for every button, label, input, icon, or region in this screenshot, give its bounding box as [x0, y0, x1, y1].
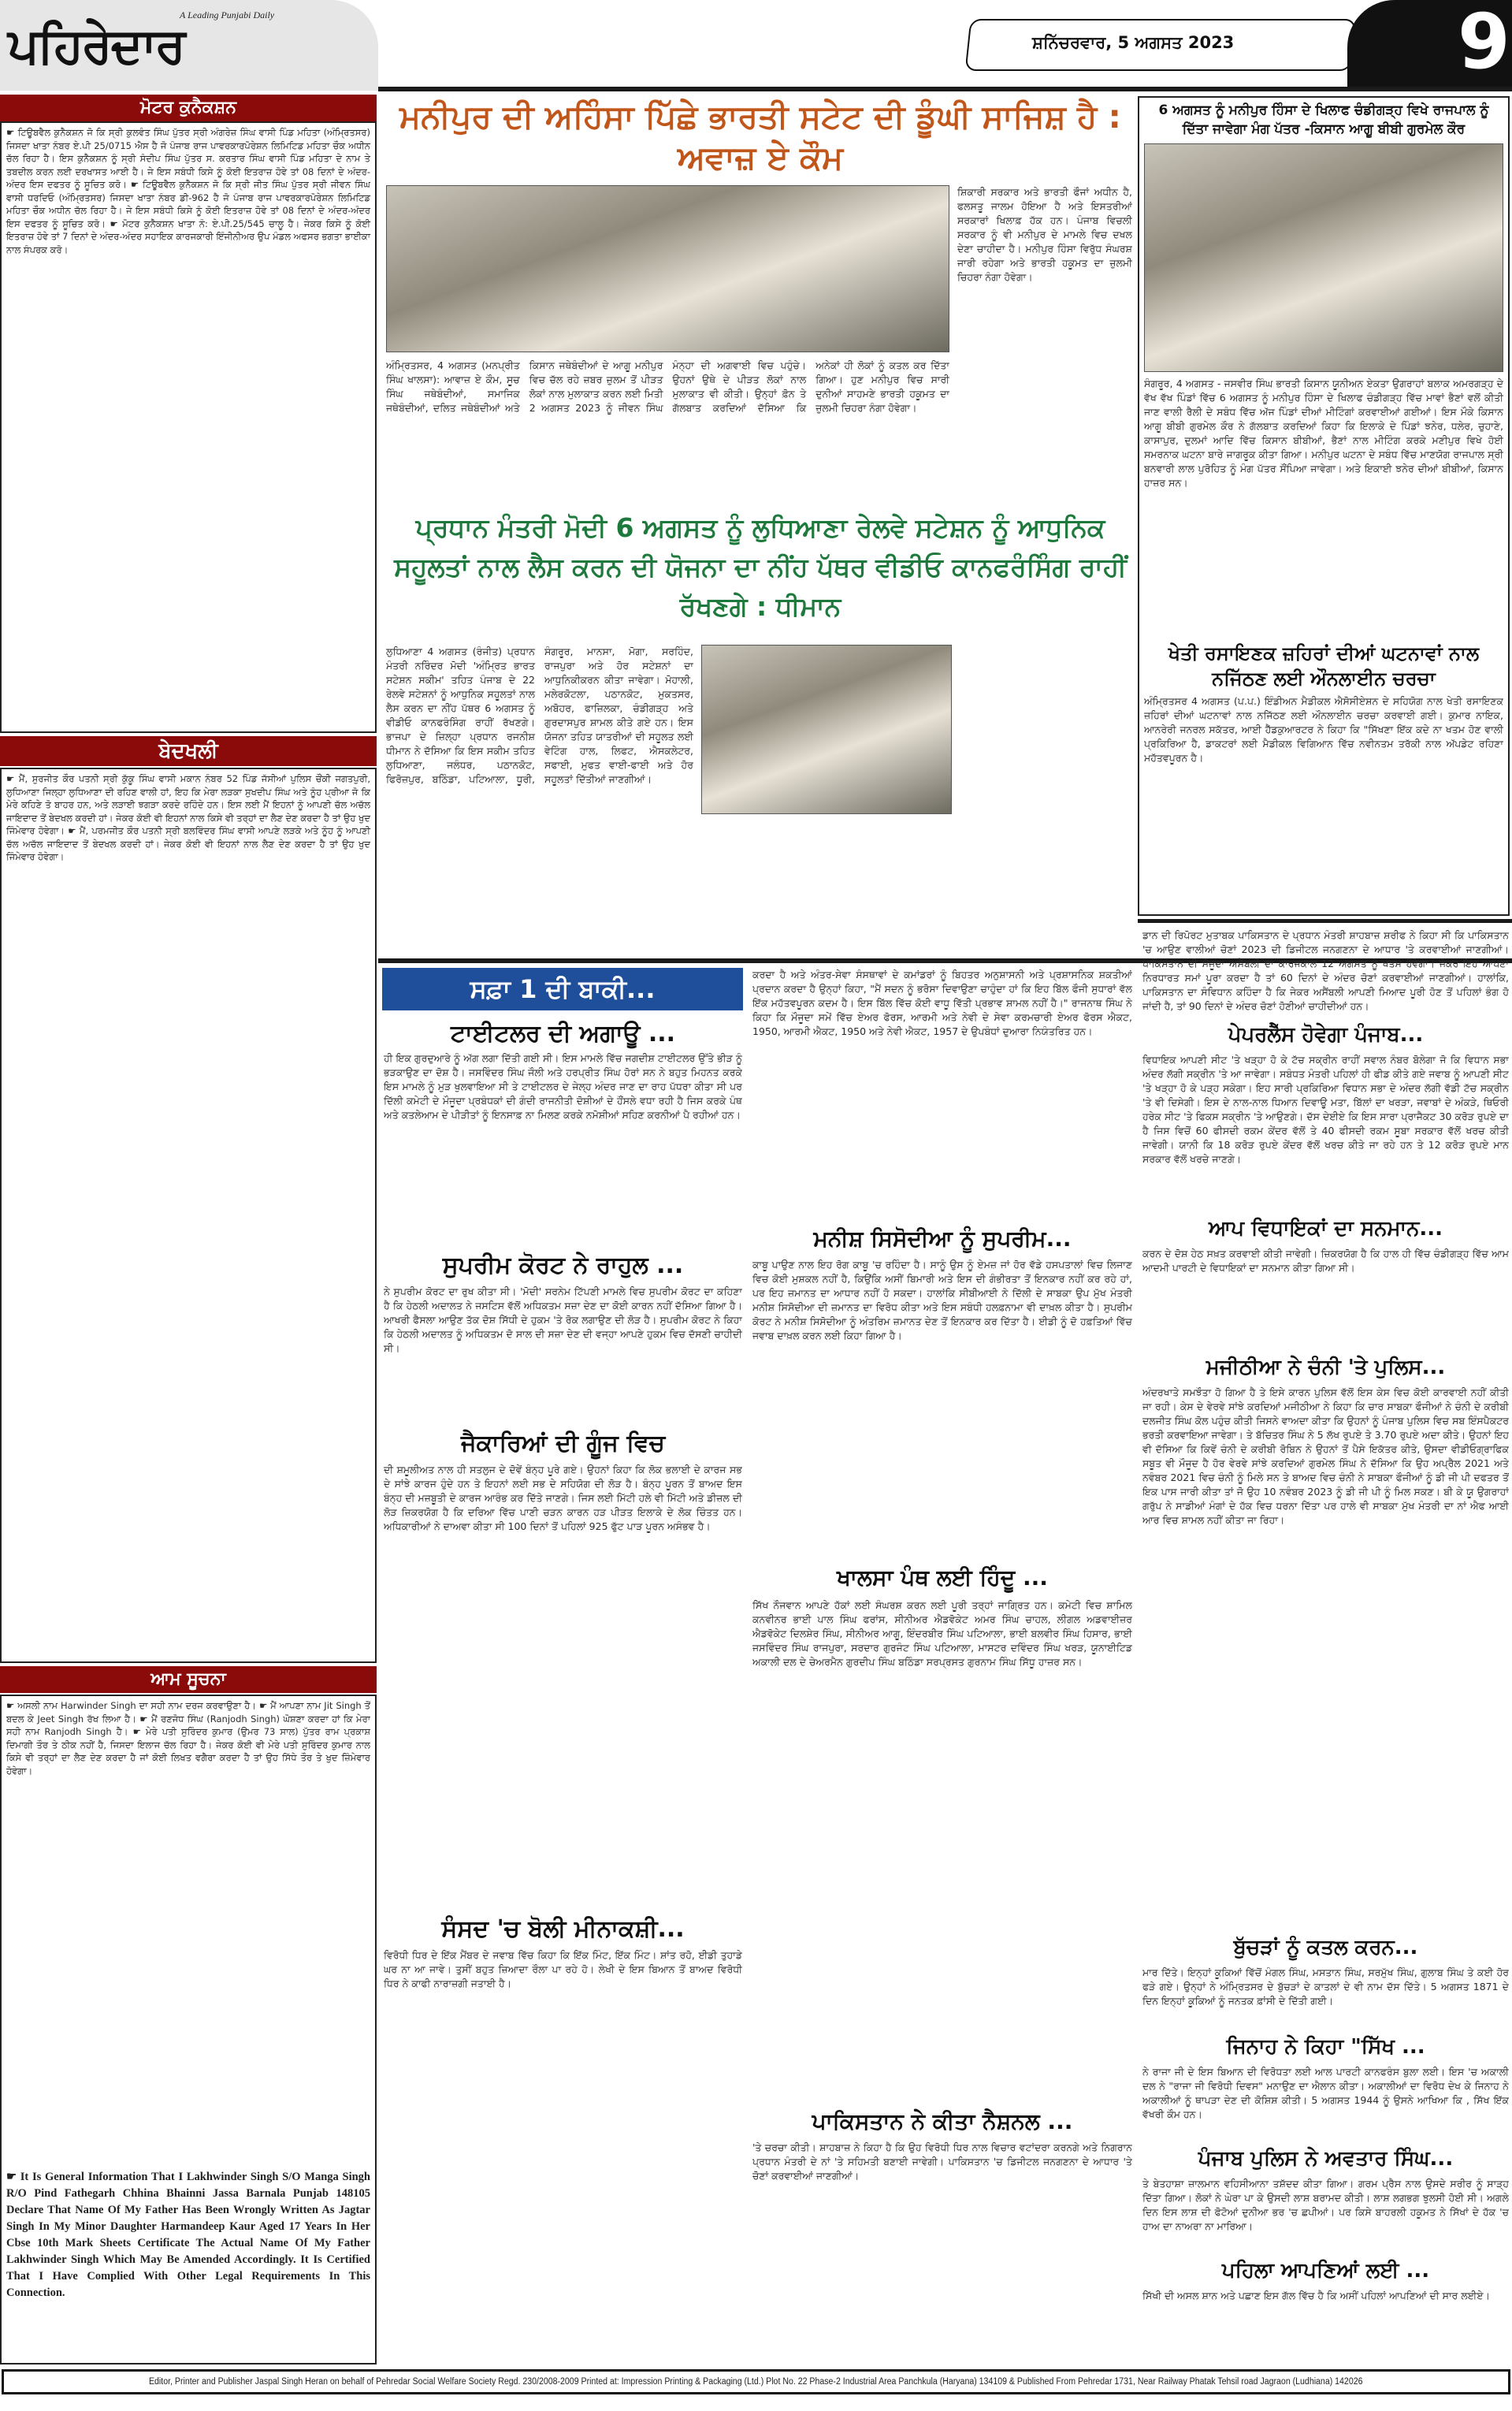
article-butchers: ਮਾਰ ਦਿੱਤੇ। ਇਨ੍ਹਾਂ ਕੂਕਿਆਂ ਵਿੱਚੋਂ ਮੰਗਲ ਸਿੰਘ, ਮਸਤਾਨ ਸਿੰਘ, ਸਰਮੁੱਖ ਸਿੰਘ, ਗੁਲਾਬ ਸਿੰਘ ਤੇ ਕਈ ਹੋਰ ਫੜੇ ਗਏ। ਉਨ੍ਹਾਂ ਨੇ ਅੰਮ੍ਰਿਤਸਰ ਦੇ ਬੁੱਚੜਾਂ ਦੇ ਕਾਤਲਾਂ ਦੇ ਵੀ ਨਾਮ ਦੱਸ ਦਿੱਤੇ। 5 ਅਗਸਤ 1871 ਦੇ ਦਿਨ ਇਨ੍ਹਾਂ ਕੂਕਿਆਂ ਨੂੰ ਜਨਤਕ ਫ਼ਾਂਸੀ ਦੇ ਦਿੱਤੀ ਗਈ।: [1142, 1966, 1509, 2007]
article-aap-mla: ਕਰਨ ਦੇ ਦੋਸ਼ ਹੇਠ ਸਖ਼ਤ ਕਰਵਾਈ ਕੀਤੀ ਜਾਵੇਗੀ। ਜ਼ਿਕਰਯੋਗ ਹੈ ਕਿ ਹਾਲ ਹੀ ਵਿੱਚ ਚੰਡੀਗੜ੍ਹ ਵਿੱਚ ਆਮ ਆਦਮੀ ਪਾਰਟੀ ਦੇ ਵਿਧਾਇਕਾਂ ਦਾ ਸਨਮਾਨ ਕੀਤਾ ਗਿਆ ਸੀ।: [1142, 1248, 1509, 1274]
tagline: A Leading Punjabi Daily: [180, 9, 275, 20]
article-jinnah: ਨੇ ਰਾਜਾ ਜੀ ਦੇ ਇਸ ਬਿਆਨ ਦੀ ਵਿਰੋਧਤਾ ਲਈ ਆਲ ਪਾਰਟੀ ਕਾਨਫਰੰਸ ਬੁਲਾ ਲਈ। ਇਸ 'ਚ ਅਕਾਲੀ ਦਲ ਨੇ "ਰਾਜਾ ਜੀ ਵਿਰੋਧੀ ਦਿਵਸ" ਮਨਾਉਣ ਦਾ ਐਲਾਨ ਕੀਤਾ। ਅਕਾਲੀਆਂ ਦਾ ਵਿਰੋਧ ਦੇਖ ਕੇ ਜਿਨਾਹ ਨੇ ਅਕਾਲੀਆਂ ਨੂੰ ਥਾਪੜਾ ਦੇਣ ਦੀ ਕੋਸ਼ਿਸ਼ ਕੀਤੀ। 5 ਅਗਸਤ 1944 ਨੂੰ ਉਸਨੇ ਆਖਿਆ ਕਿ , ਸਿੱਖ ਇੱਕ ਵੱਖਰੀ ਕੌਮ ਹਨ।: [1142, 2066, 1509, 2120]
second-headline: ਪ੍ਰਧਾਨ ਮੰਤਰੀ ਮੋਦੀ 6 ਅਗਸਤ ਨੂੰ ਲੁਧਿਆਣਾ ਰੇਲਵੇ ਸਟੇਸ਼ਨ ਨੂੰ ਆਧੁਨਿਕ ਸਹੂਲਤਾਂ ਨਾਲ ਲੈਸ ਕਰਨ ਦੀ ਯੋਜਨਾ ਦਾ ਨੀਂਹ ਪੱਥਰ ਵੀਡੀਓ ਕਾਨਫਰੰਸਿੰਗ ਰਾਹੀਂ ਰੱਖਣਗੇ : ਧੀਮਾਨ: [394, 512, 1127, 622]
headline-supreme-court-rahul: ਸੁਪਰੀਮ ਕੋਰਟ ਨੇ ਰਾਹੁਲ ...: [442, 1252, 684, 1279]
section-header-disinheritance: ਬੇਦਖਲੀ: [0, 736, 377, 766]
lead-headline: ਮਨੀਪੁਰ ਦੀ ਅਹਿੰਸਾ ਪਿੱਛੇ ਭਾਰਤੀ ਸਟੇਟ ਦੀ ਡੂੰਘੀ ਸਾਜਿਸ਼ ਹੈ : ਅਵਾਜ਼ ਏ ਕੌਮ: [399, 98, 1121, 177]
headline-butchers: ਬੁੱਚੜਾਂ ਨੂੰ ਕਤਲ ਕਰਨ...: [1233, 1936, 1418, 1959]
article-majithia: ਅੰਦਰਖਾਤੇ ਸਮਝੌਤਾ ਹੋ ਗਿਆ ਹੈ ਤੇ ਇਸੇ ਕਾਰਨ ਪੁਲਿਸ ਵੱਲੋਂ ਇਸ ਕੇਸ ਵਿਚ ਕੋਈ ਕਾਰਵਾਈ ਨਹੀਂ ਕੀਤੀ ਜਾ ਰਹੀ। ਕੇਸ ਦੇ ਵੇਰਵੇ ਸਾਂਝੇ ਕਰਦਿਆਂ ਮਜੀਠੀਆ ਨੇ ਕਿਹਾ ਕਿ ਚਾਰ ਸਾਬਕਾ ਫੌਜੀਆਂ ਨੇ ਚੰਨੀ ਦੇ ਕਰੀਬੀ ਦਲਜੀਤ ਸਿੰਘ ਕੋਲ ਪਹੁੰਚ ਕੀਤੀ ਜਿਸਨੇ ਵਾਅਦਾ ਕੀਤਾ ਕਿ ਉਹਨਾਂ ਨੂੰ ਪੰਜਾਬ ਪੁਲਿਸ ਵਿਚ ਸਬ ਇੰਸਪੈਕਟਰ ਭਰਤੀ ਕਰਵਾਇਆ ਜਾਵੇਗਾ। ਤੇ ਬੱਚਿਤਰ ਸਿੰਘ ਨੇ 5 ਲੱਖ ਰੁਪਏ ਤੇ 3.70 ਰੁਪਏ ਅਦਾ ਕੀਤੇ। ਉਹਨਾਂ ਇਹ ਵੀ ਦੱਸਿਆ ਕਿ ਕਿਵੇਂ ਚੰਨੀ ਦੇ ਕਰੀਬੀ ਰੋਬਿਨ ਨੇ ਉਹਨਾਂ ਤੋਂ ਪੈਸੇ ਇਕੱਤਰ ਕੀਤੇ, ਉਸਦਾ ਵੀਡੀਓਗ੍ਰਾਫਿਕ ਸਬੂਤ ਵੀ ਮੌਜੂਦ ਹੈ ਹੋਰ ਵੇਰਵੇ ਸਾਂਝੇ ਕਰਦਿਆਂ ਗੁਰਮੇਲ ਸਿੰਘ ਨੇ ਦੱਸਿਆ ਕਿ ਉਹ ਅਪ੍ਰੈਲ 2021 ਅਤੇ ਨਵੰਬਰ 2021 ਵਿਚ ਚੰਨੀ ਨੂੰ ਮਿਲੇ ਸਨ ਤੇ ਬਾਅਦ ਵਿਚ ਚੰਨੀ ਨੇ ਸਾਬਕਾ ਫੌਜੀਆਂ ਨੂੰ ਡੀ ਜੀ ਪੀ ਦਫਤਰ ਤੋਂ ਇਕ ਪਾਸ ਜਾਰੀ ਕੀਤਾ ਤਾਂ ਜੋ ਉਹ 10 ਨਵੰਬਰ 2023 ਨੂੰ ਡੀ ਜੀ ਪੀ ਨੂੰ ਮਿਲ ਸਕਣ। ਬੀ ਕੇ ਯੂ ਉਗਰਾਹਾਂ ਗਰੁੱਪ ਨੇ ਸਾਡੀਆਂ ਮੰਗਾਂ ਦੇ ਹੱਕ ਵਿਚ ਧਰਨਾ ਦਿੱਤਾ ਪਰ ਹਾਲੇ ਵੀ ਸਾਬਕਾ ਮੁੱਖ ਮੰਤਰੀ ਦਾ ਨਾਂ ਐਫ ਆਈ ਆਰ ਵਿਚ ਸ਼ਾਮਲ ਨਹੀਂ ਕੀਤਾ ਜਾ ਰਿਹਾ।: [1142, 1386, 1509, 1526]
notice-box-general: [0, 1695, 377, 2364]
notice-box-disinheritance: ☛ ਮੈਂ, ਸੁਰਜੀਤ ਕੌਰ ਪਤਨੀ ਸ੍ਰੀ ਕੁੱਕੂ ਸਿੰਘ ਵਾਸੀ ਮਕਾਨ ਨੰਬਰ 52 ਪਿੰਡ ਜੱਸੀਆਂ ਪੁਲਿਸ ਚੌਂਕੀ ਜਗਤਪੁਰੀ, ਲੁਧਿਆਣਾ ਜਿਲ੍ਹਾ ਲੁਧਿਆਣਾ ਦੀ ਰਹਿਣ ਵਾਲੀ ਹਾਂ, ਇਹ ਕਿ ਮੇਰਾ ਲੜਕਾ ਸੁਖਦੀਪ ਸਿੰਘ ਅਤੇ ਨੂੰਹ ਪ੍ਰੀਆ ਜੋ ਕਿ ਮੇਰੇ ਕਹਿਣੇ ਤੋ ਬਾਹਰ ਹਨ, ਅਤੇ ਲੜਾਈ ਝਗੜਾ ਕਰਦੇ ਰਹਿੰਦੇ ਹਨ। ਇਸ ਲਈ ਮੈਂ ਇਹਨਾਂ ਨੂੰ ਆਪਣੀ ਚੱਲ ਅਚੱਲ ਜਾਇਦਾਦ ਤੋਂ ਬੇਦਖਲ ਕਰਦੀ ਹਾਂ। ਜੇਕਰ ਕੋਈ ਵੀ ਇਹਨਾਂ ਨਾਲ ਕਿਸੇ ਵੀ ਤਰ੍ਹਾਂ ਦਾ ਲੈਣ ਦੇਣ ਕਰਦਾ ਹੈ ਤਾਂ ਉਹ ਖੁਦ ਜਿੰਮੇਵਾਰ ਹੋਵੇਗਾ। ☛ ਮੈਂ, ਪਰਮਜੀਤ ਕੌਰ ਪਤਨੀ ਸ੍ਰੀ ਬਲਵਿੰਦਰ ਸਿੰਘ ਵਾਸੀ ਆਪਣੇ ਲੜਕੇ ਅਤੇ ਨੂੰਹ ਨੂੰ ਆਪਣੀ ਚੱਲ ਅਚੱਲ ਜਾਇਦਾਦ ਤੋਂ ਬੇਦਖਲ ਕਰਦੀ ਹਾਂ। ਜੇਕਰ ਕੋਈ ਵੀ ਇਹਨਾਂ ਨਾਲ ਲੈਣ ਦੇਣ ਕਰਦਾ ਹੈ ਤਾਂ ਉਹ ਖੁਦ ਜਿੰਮੇਵਾਰ ਹੋਵੇਗਾ।: [0, 768, 377, 1663]
continued-banner: ਸਫ਼ਾ 1 ਦੀ ਬਾਕੀ...: [382, 968, 743, 1010]
lead-side-text: ਸ਼ਿਕਾਰੀ ਸਰਕਾਰ ਅਤੇ ਭਾਰਤੀ ਫੌਜਾਂ ਅਧੀਨ ਹੈ, ਫਲਸਤੂ ਜਾਲਮ ਹੋਇਆ ਹੈ ਅਤੇ ਇਸਤਰੀਆਂ ਸਰਕਾਰਾਂ ਖਿਲਾਫ਼ ਹੱਕ ਹਨ। ਪੰਜਾਬ ਵਿਚਲੀ ਸਰਕਾਰ ਨੂੰ ਵੀ ਮਨੀਪੁਰ ਦੇ ਮਾਮਲੇ ਵਿਚ ਦਖਲ ਦੇਣਾ ਚਾਹੀਦਾ ਹੈ। ਮਨੀਪੁਰ ਹਿੰਸਾ ਵਿਰੁੱਧ ਸੰਘਰਸ਼ ਜਾਰੀ ਰਹੇਗਾ ਅਤੇ ਭਾਰਤੀ ਹਕੂਮਤ ਦਾ ਜ਼ੁਲਮੀ ਚਿਹਰਾ ਨੰਗਾ ਹੋਵੇਗਾ।: [957, 186, 1132, 283]
headline-punjab-police: ਪੰਜਾਬ ਪੁਲਿਸ ਨੇ ਅਵਤਾਰ ਸਿੰਘ...: [1198, 2147, 1454, 2171]
headline-pehla-apneyan: ਪਹਿਲਾ ਆਪਣਿਆਂ ਲਈ ...: [1221, 2259, 1430, 2283]
second-body: ਲੁਧਿਆਣਾ 4 ਅਗਸਤ (ਰੰਜੀਤ) ਪ੍ਰਧਾਨ ਮੰਤਰੀ ਨਰਿੰਦਰ ਮੋਦੀ 'ਅੰਮ੍ਰਿਤ ਭਾਰਤ ਸਟੇਸ਼ਨ ਸਕੀਮ' ਤਹਿਤ ਪੰਜਾਬ ਦੇ 22 ਰੇਲਵੇ ਸਟੇਸ਼ਨਾਂ ਨੂੰ ਆਧੁਨਿਕ ਸਹੂਲਤਾਂ ਨਾਲ ਲੈਸ ਕਰਨ ਦਾ ਨੀਂਹ ਪੱਥਰ 6 ਅਗਸਤ ਨੂੰ ਵੀਡੀਓ ਕਾਨਫਰੰਸਿੰਗ ਰਾਹੀਂ ਰੱਖਣਗੇ। ਭਾਜਪਾ ਦੇ ਜ਼ਿਲ੍ਹਾ ਪ੍ਰਧਾਨ ਰਜਨੀਸ਼ ਧੀਮਾਨ ਨੇ ਦੱਸਿਆ ਕਿ ਇਸ ਸਕੀਮ ਤਹਿਤ ਲੁਧਿਆਣਾ, ਜਲੰਧਰ, ਪਠਾਨਕੋਟ, ਫਿਰੋਜ਼ਪੁਰ, ਬਠਿੰਡਾ, ਪਟਿਆਲਾ, ਧੂਰੀ, ਸੰਗਰੂਰ, ਮਾਨਸਾ, ਮੋਗਾ, ਸਰਹਿੰਦ, ਰਾਜਪੁਰਾ ਅਤੇ ਹੋਰ ਸਟੇਸ਼ਨਾਂ ਦਾ ਆਧੁਨਿਕੀਕਰਨ ਕੀਤਾ ਜਾਵੇਗਾ। ਮੋਹਾਲੀ, ਮਲੇਰਕੋਟਲਾ, ਪਠਾਨਕੋਟ, ਮੁਕਤਸਰ, ਅਬੋਹਰ, ਫਾਜ਼ਿਲਕਾ, ਚੰਡੀਗੜ੍ਹ ਅਤੇ ਗੁਰਦਾਸਪੁਰ ਸ਼ਾਮਲ ਕੀਤੇ ਗਏ ਹਨ। ਇਸ ਯੋਜਨਾ ਤਹਿਤ ਯਾਤਰੀਆਂ ਦੀ ਸਹੂਲਤ ਲਈ ਵੇਟਿੰਗ ਹਾਲ, ਲਿਫਟ, ਐਸਕਲੇਟਰ, ਸਫਾਈ, ਮੁਫਤ ਵਾਈ-ਫਾਈ ਅਤੇ ਹੋਰ ਸਹੂਲਤਾਂ ਦਿੱਤੀਆਂ ਜਾਣਗੀਆਂ।: [386, 646, 693, 785]
page-number: 9: [1458, 0, 1510, 86]
right-box-photo: [1144, 143, 1503, 372]
headline-tytler: ਟਾਈਟਲਰ ਦੀ ਅਗਾਊ ...: [450, 1020, 676, 1047]
right-box-body-2: ਅੰਮ੍ਰਿਤਸਰ 4 ਅਗਸਤ (ਪ.ਪ.) ਇੰਡੀਅਨ ਮੈਡੀਕਲ ਐਸੋਸੀਏਸ਼ਨ ਦੇ ਸਹਿਯੋਗ ਨਾਲ ਖੇਤੀ ਰਸਾਇਣਕ ਜ਼ਹਿਰਾਂ ਦੀਆਂ ਘਟਨਾਵਾਂ ਨਾਲ ਨਜਿੱਠਣ ਲਈ ਔਨਲਾਈਨ ਚਰਚਾ ਕਰਵਾਈ ਗਈ। ਕੁਮਾਰ ਨਾਇਕ, ਆਨਰੇਰੀ ਜਨਰਲ ਸਕੱਤਰ, ਆਈ ਹੈੱਡਕੁਆਰਟਰ ਨੇ ਕਿਹਾ ਕਿ "ਸਿੱਖਣਾ ਇੱਕ ਕਦੇ ਨਾ ਖਤਮ ਹੋਣ ਵਾਲੀ ਪ੍ਰਕਿਰਿਆ ਹੈ, ਡਾਕਟਰਾਂ ਲਈ ਮੈਡੀਕਲ ਵਿਗਿਆਨ ਵਿੱਚ ਨਵੀਨਤਮ ਤਰੱਕੀ ਨਾਲ ਅੱਪਡੇਟ ਰਹਿਣਾ ਮਹੱਤਵਪੂਰਨ ਹੈ।: [1144, 695, 1503, 764]
right-articles: [1142, 928, 1509, 2364]
article-sisodia: ਕਾਬੂ ਪਾਉਣ ਨਾਲ ਇਹ ਰੋਗ ਕਾਬੂ 'ਚ ਰਹਿੰਦਾ ਹੈ। ਸਾਨੂੰ ਉਸ ਨੂੰ ਏਮਜ਼ ਜਾਂ ਹੋਰ ਵੱਡੇ ਹਸਪਤਾਲਾਂ ਵਿਚ ਲਿਜਾਣ ਵਿਚ ਕੋਈ ਮੁਸ਼ਕਲ ਨਹੀਂ ਹੈ, ਕਿਉਂਕਿ ਅਸੀਂ ਬਿਮਾਰੀ ਅਤੇ ਇਸ ਦੀ ਗੰਭੀਰਤਾ ਤੋਂ ਇਨਕਾਰ ਨਹੀਂ ਕਰ ਰਹੇ ਹਾਂ, ਪਰ ਇਹ ਜ਼ਮਾਨਤ ਦਾ ਆਧਾਰ ਨਹੀਂ ਹੋ ਸਕਦਾ। ਹਾਲਾਂਕਿ ਸੀਬੀਆਈ ਨੇ ਦਿੱਲੀ ਦੇ ਸਾਬਕਾ ਉਪ ਮੁੱਖ ਮੰਤਰੀ ਮਨੀਸ਼ ਸਿਸੋਦੀਆ ਦੀ ਜ਼ਮਾਨਤ ਦਾ ਵਿਰੋਧ ਕੀਤਾ ਅਤੇ ਇਸ ਸਬੰਧੀ ਹਲਫ਼ਨਾਮਾ ਵੀ ਦਾਖ਼ਲ ਕੀਤਾ ਹੈ। ਸੁਪਰੀਮ ਕੋਰਟ ਨੇ ਮਨੀਸ਼ ਸਿਸੋਦੀਆ ਨੂੰ ਅੰਤਰਿਮ ਜ਼ਮਾਨਤ ਦੇਣ ਤੋਂ ਇਨਕਾਰ ਕਰ ਦਿੱਤਾ ਹੈ। ਈਡੀ ਨੂੰ ਦੋ ਹਫ਼ਤਿਆਂ ਵਿੱਚ ਜਵਾਬ ਦਾਖ਼ਲ ਕਰਨ ਲਈ ਕਿਹਾ ਗਿਆ ਹੈ।: [752, 1259, 1132, 1341]
headline-jinnah: ਜਿਨਾਹ ਨੇ ਕਿਹਾ "ਸਿੱਖ ...: [1226, 2035, 1425, 2059]
imprint-text: Editor, Printer and Publisher Jaspal Singh Heran on behalf of Pehredar Social Welfare Society Regd. 230/2008-2009 Printed at: Impression Printing & Packaging (Ltd.) Plot No. 22 Phase-2 Industrial Area Panchkula (Haryana) 134109 & Published From Pehredar 1731, Near Railway Phatak Tehsil road Jagraon (Ludhiana) 142026: [149, 2377, 1363, 2387]
right-box-headline-2: ਖੇਤੀ ਰਸਾਇਣਕ ਜ਼ਹਿਰਾਂ ਦੀਆਂ ਘਟਨਾਵਾਂ ਨਾਲ ਨਜਿੱਠਣ ਲਈ ਔਨਲਾਈਨ ਚਰਚਾ: [1168, 642, 1480, 690]
article-punjab-police: ਤੇ ਬੇਤਹਾਸ਼ਾ ਜ਼ਾਲਮਾਨ ਵਹਿਸੀਆਨਾ ਤਸ਼ੱਦਦ ਕੀਤਾ ਗਿਆ। ਗਰਮ ਪ੍ਰੈਸ ਨਾਲ ਉਸਦੇ ਸਰੀਰ ਨੂੰ ਸਾੜ੍ਹ ਦਿੱਤਾ ਗਿਆ। ਲੋਕਾਂ ਨੇ ਘੇਰਾ ਪਾ ਕੇ ਉਸਦੀ ਲਾਸ਼ ਬਰਾਮਦ ਕੀਤੀ। ਲਾਸ਼ ਲਗਭਗ ਝੁਲਸੀ ਹੋਈ ਸੀ। ਅਗਲੇ ਦਿਨ ਇਸ ਲਾਸ਼ ਦੀ ਫੋਟੋਆਂ ਦੁਨੀਆ ਭਰ 'ਚ ਛਪੀਆਂ। ਪਰ ਕਿਸੇ ਬਾਹਰਲੀ ਹਕੂਮਤ ਨੇ ਸਿੱਖਾਂ ਦੇ ਹੱਕ 'ਚ ਹਾਅ ਦਾ ਨਾਅਰਾ ਨਾ ਮਾਰਿਆ।: [1142, 2178, 1509, 2232]
article-pakistan-elections: ਡਾਨ ਦੀ ਰਿਪੋਰਟ ਮੁਤਾਬਕ ਪਾਕਿਸਤਾਨ ਦੇ ਪ੍ਰਧਾਨ ਮੰਤਰੀ ਸ਼ਾਹਬਾਜ਼ ਸ਼ਰੀਫ ਨੇ ਕਿਹਾ ਸੀ ਕਿ ਪਾਕਿਸਤਾਨ 'ਚ ਆਉਣ ਵਾਲੀਆਂ ਚੋਣਾਂ 2023 ਦੀ ਡਿਜੀਟਲ ਜਨਗਣਨਾ ਦੇ ਆਧਾਰ 'ਤੇ ਕਰਵਾਈਆਂ ਜਾਣਗੀਆਂ। ਪਾਕਿਸਤਾਨ ਦੀ ਮੌਜੂਦਾ ਅਸੈਂਬਲੀ ਦਾ ਕਾਰਜਕਾਲ 12 ਅਗਸਤ ਨੂੰ ਖਤਮ ਹੋਵੇਗਾ। ਜੇਕਰ ਇਹ ਆਪਣਾ ਨਿਰਧਾਰਤ ਸਮਾਂ ਪੂਰਾ ਕਰਦਾ ਹੈ ਤਾਂ 60 ਦਿਨਾਂ ਦੇ ਅੰਦਰ ਚੋਣਾਂ ਕਰਵਾਈਆਂ ਜਾਣਗੀਆਂ। ਹਾਲਾਂਕਿ, ਪਾਕਿਸਤਾਨ ਦਾ ਸੰਵਿਧਾਨ ਕਹਿੰਦਾ ਹੈ ਕਿ ਜੇਕਰ ਅਸੈਂਬਲੀ ਆਪਣੀ ਮਿਆਦ ਪੂਰੀ ਹੋਣ ਤੋਂ ਪਹਿਲਾਂ ਭੰਗ ਹੋ ਜਾਂਦੀ ਹੈ, ਤਾਂ 90 ਦਿਨਾਂ ਦੇ ਅੰਦਰ ਚੋਣਾਂ ਹੋਣੀਆਂ ਚਾਹੀਦੀਆਂ ਹਨ।: [1142, 929, 1509, 1012]
headline-meenakshi: ਸੰਸਦ 'ਚ ਬੋਲੀ ਮੀਨਾਕਸ਼ੀ...: [441, 1915, 685, 1943]
lead-photo: [386, 185, 949, 352]
english-notice: ☛ It Is General Information That I Lakhwinder Singh S/O Manga Singh R/O Pind Fathegarh Chhina Bhainni Jassa Barnala Punjab 148105 Declare That Name Of My Father Has Been Wrongly Written As Jagtar Singh In My Minor Daughter Harmandeep Kaur Aged 17 Years In Her Cbse 10th Mark Sheets Certificate The Actual Name Of My Father Lakhwinder Singh Which May Be Amended Accordingly. It Is Certified That I Have Complied With Other Legal Requirements In This Connection.: [6, 2171, 370, 2299]
headline-sisodia: ਮਨੀਸ਼ ਸਿਸੋਦੀਆ ਨੂੰ ਸੁਪਰੀਮ...: [813, 1226, 1072, 1252]
masthead: [0, 0, 1512, 93]
lead-body: ਅੰਮ੍ਰਿਤਸਰ, 4 ਅਗਸਤ (ਮਨਪ੍ਰੀਤ ਸਿੰਘ ਖਾਲਸਾ): ਆਵਾਜ਼ ਏ ਕੌਮ, ਸੂਚ ਸਿੰਘ ਜਥੇਬੰਦੀਆਂ, ਸਮਾਜਿਕ ਜਥੇਬੰਦੀਆਂ, ਦਲਿਤ ਜਥੇਬੰਦੀਆਂ ਅਤੇ ਕਿਸਾਨ ਜਥੇਬੰਦੀਆਂ ਦੇ ਆਗੂ ਮਨੀਪੁਰ ਵਿਚ ਚੱਲ ਰਹੇ ਜ਼ਬਰ ਜ਼ੁਲਮ ਤੋਂ ਪੀੜਤ ਲੋਕਾਂ ਨਾਲ ਮੁਲਾਕਾਤ ਕਰਨ ਲਈ ਮਿਤੀ 2 ਅਗਸਤ 2023 ਨੂੰ ਜੀਵਨ ਸਿੰਘ ਮੰਨ੍ਹਾ ਦੀ ਅਗਵਾਈ ਵਿਚ ਪਹੁੰਚੇ। ਉਹਨਾਂ ਉਥੇ ਦੇ ਪੀੜਤ ਲੋਕਾਂ ਨਾਲ ਮੁਲਾਕਾਤ ਵੀ ਕੀਤੀ। ਉਨ੍ਹਾਂ ਫ਼ੋਨ ਤੇ ਗੱਲਬਾਤ ਕਰਦਿਆਂ ਦੱਸਿਆ ਕਿ ਅਨੇਕਾਂ ਹੀ ਲੋਕਾਂ ਨੂੰ ਕਤਲ ਕਰ ਦਿੱਤਾ ਗਿਆ। ਹੁਣ ਮਨੀਪੁਰ ਵਿਚ ਸਾਰੀ ਦੁਨੀਆਂ ਸਾਹਮਣੇ ਭਾਰਤੀ ਹਕੂਮਤ ਦਾ ਜ਼ੁਲਮੀ ਚਿਹਰਾ ਨੰਗਾ ਹੋਵੇਗਾ।: [386, 359, 949, 414]
article-jaikare: ਦੀ ਸ਼ਮੂਲੀਅਤ ਨਾਲ ਹੀ ਸਤਲੁਜ ਦੇ ਦੋਵੇਂ ਬੰਨ੍ਹ ਪੂਰੇ ਗਏ। ਉਹਨਾਂ ਕਿਹਾ ਕਿ ਲੋਕ ਭਲਾਈ ਦੇ ਕਾਰਜ ਸਭ ਦੇ ਸਾਂਝੇ ਕਾਰਜ ਹੁੰਦੇ ਹਨ ਤੇ ਇਹਨਾਂ ਲਈ ਸਭ ਦੇ ਸਹਿਯੋਗ ਦੀ ਲੋੜ ਹੈ। ਬੰਨ੍ਹ ਪੂਰਨ ਤੋਂ ਬਾਅਦ ਇਸ ਬੰਨ੍ਹ ਦੀ ਮਜ਼ਬੂਤੀ ਦੇ ਕਾਰਜ ਆਰੰਭ ਕਰ ਦਿੱਤੇ ਜਾਣਗੇ। ਜਿਸ ਲਈ ਮਿੱਟੀ ਹਲੇ ਵੀ ਮਿੱਟੀ ਅਤੇ ਡੀਜ਼ਲ ਦੀ ਲੋੜ ਜ਼ਿਕਰਯੋਗ ਹੈ ਕਿ ਦਰਿਆ ਵਿੱਚ ਪਾਣੀ ਚੜਨ ਕਾਰਨ ਹੜ ਪੀੜਤ ਇਲਾਕੇ ਦੇ ਲੋਕ ਚਿੰਤਤ ਹਨ। ਅਧਿਕਾਰੀਆਂ ਨੇ ਦਾਅਵਾ ਕੀਤਾ ਸੀ 100 ਦਿਨਾਂ ਤੋਂ ਪਹਿਲਾਂ 925 ਫੁੱਟ ਪਾੜ ਪੂਰਨ ਅਸੰਭਵ ਹੈ।: [384, 1464, 742, 1532]
article-military-bill: ਕਰਦਾ ਹੈ ਅਤੇ ਅੰਤਰ-ਸੇਵਾ ਸੰਸਥਾਵਾਂ ਦੇ ਕਮਾਂਡਰਾਂ ਨੂੰ ਬਿਹਤਰ ਅਨੁਸ਼ਾਸਨੀ ਅਤੇ ਪ੍ਰਸ਼ਾਸਨਿਕ ਸ਼ਕਤੀਆਂ ਪ੍ਰਦਾਨ ਕਰਦਾ ਹੈ ਉਨ੍ਹਾਂ ਕਿਹਾ, "ਮੈਂ ਸਦਨ ਨੂੰ ਭਰੋਸਾ ਦਿਵਾਉਣਾ ਚਾਹੁੰਦਾ ਹਾਂ ਕਿ ਇਹ ਬਿੱਲ ਫੌਜੀ ਸੁਧਾਰਾਂ ਵੱਲ ਇੱਕ ਮਹੱਤਵਪੂਰਨ ਕਦਮ ਹੈ। ਇਸ ਬਿੱਲ ਵਿੱਚ ਕੋਈ ਵਾਧੂ ਵਿੱਤੀ ਪ੍ਰਭਾਵ ਸ਼ਾਮਲ ਨਹੀਂ ਹੈ।" ਰਾਜਨਾਥ ਸਿੰਘ ਨੇ ਕਿਹਾ ਕਿ ਮੌਜੂਦਾ ਸਮੇਂ ਵਿੱਚ ਏਅਰ ਫੋਰਸ, ਆਰਮੀ ਅਤੇ ਨੇਵੀ ਦੇ ਸੇਵਾ ਕਰਮਚਾਰੀ ਏਅਰ ਫੋਰਸ ਐਕਟ, 1950, ਆਰਮੀ ਐਕਟ, 1950 ਅਤੇ ਨੇਵੀ ਐਕਟ, 1957 ਦੇ ਉਪਬੰਧਾਂ ਦੁਆਰਾ ਨਿਯੰਤਰਿਤ ਹਨ।: [752, 969, 1132, 1037]
right-feature-box: [1138, 96, 1510, 916]
article-supreme-court-rahul: ਨੇ ਸੁਪਰੀਮ ਕੋਰਟ ਦਾ ਰੁਖ ਕੀਤਾ ਸੀ। 'ਮੋਦੀ' ਸਰਨੇਮ ਟਿੱਪਣੀ ਮਾਮਲੇ ਵਿਚ ਸੁਪਰੀਮ ਕੋਰਟ ਦਾ ਕਹਿਣਾ ਹੈ ਕਿ ਹੇਠਲੀ ਅਦਾਲਤ ਨੇ ਜਸਟਿਸ ਵੱਲੋਂ ਅਧਿਕਤਮ ਸਜ਼ਾ ਦੇਣ ਦਾ ਕੋਈ ਕਾਰਨ ਨਹੀਂ ਦੱਸਿਆ ਗਿਆ ਹੈ। ਆਖਰੀ ਫੈਸਲਾ ਆਉਣ ਤੱਕ ਦੋਸ਼ ਸਿੱਧੀ ਦੇ ਹੁਕਮ 'ਤੇ ਰੋਕ ਲਗਾਉਣ ਦੀ ਲੋੜ ਹੈ। ਸੁਪਰੀਮ ਕੋਰਟ ਨੇ ਕਿਹਾ ਕਿ ਹੇਠਲੀ ਅਦਾਲਤ ਨੂੰ ਅਧਿਕਤਮ ਦੋ ਸਾਲ ਦੀ ਸਜ਼ਾ ਦੇਣ ਦੀ ਵਜ੍ਹਾ ਆਪਣੇ ਹੁਕਮ ਵਿਚ ਦੱਸਣੀ ਚਾਹੀਦੀ ਸੀ।: [384, 1285, 742, 1354]
middle-left-articles: [384, 1017, 742, 2364]
article-paperless: ਵਿਧਾਇਕ ਆਪਣੀ ਸੀਟ 'ਤੇ ਖੜ੍ਹਾ ਹੋ ਕੇ ਟੱਚ ਸਕ੍ਰੀਨ ਰਾਹੀਂ ਸਵਾਲ ਨੰਬਰ ਬੋਲੇਗਾ ਜੋ ਕਿ ਵਿਧਾਨ ਸਭਾ ਅੰਦਰ ਲੱਗੀ ਸਕ੍ਰੀਨ 'ਤੇ ਆ ਜਾਵੇਗਾ। ਸਬੰਧਤ ਮੰਤਰੀ ਪਹਿਲਾਂ ਹੀ ਫੀਡ ਕੀਤੇ ਗਏ ਜਵਾਬ ਨੂੰ ਆਪਣੀ ਸੀਟ 'ਤੇ ਖੜ੍ਹਾ ਹੋ ਕੇ ਪੜ੍ਹ ਸਕੇਗਾ। ਇਹ ਸਾਰੀ ਪ੍ਰਕਿਰਿਆ ਵਿਧਾਨ ਸਭਾ ਦੇ ਅੰਦਰ ਲੱਗੀ ਵੱਡੀ ਟੱਚ ਸਕ੍ਰੀਨ 'ਤੇ ਵੀ ਦਿਸੇਗੀ। ਇਸ ਦੇ ਨਾਲ-ਨਾਲ ਧਿਆਨ ਦਿਵਾਊ ਮਤਾ, ਬਿੱਲਾਂ ਦਾ ਖਰੜਾ, ਜਵਾਬਾਂ ਦੇ ਅੰਕੜੇ, ਥਿਓਰੀ ਹਰੇਕ ਸੀਟ 'ਤੇ ਫਿਕਸ ਸਕ੍ਰੀਨ 'ਤੇ ਆਉਣਗੇ। ਦੱਸ ਦੇਈਏ ਕਿ ਇਸ ਸਾਰਾ ਪ੍ਰਾਜੈਕਟ 30 ਕਰੋੜ ਰੁਪਏ ਦਾ ਹੈ ਜਿਸ ਵਿਚੋਂ 60 ਫੀਸਦੀ ਰਕਮ ਕੇਂਦਰ ਵੱਲੋਂ ਤੇ 40 ਫੀਸਦੀ ਰਕਮ ਸੂਬਾ ਸਰਕਾਰ ਵੱਲੋਂ ਖਰਚ ਕੀਤੀ ਜਾਵੇਗੀ। ਯਾਨੀ ਕਿ 18 ਕਰੋੜ ਰੁਪਏ ਕੇਂਦਰ ਵੱਲੋਂ ਖਰਚ ਕੀਤੇ ਜਾ ਰਹੇ ਹਨ ਤੇ 12 ਕਰੋੜ ਰੁਪਏ ਮਾਨ ਸਰਕਾਰ ਵੱਲੋਂ ਖਰਚੇ ਜਾਣਗੇ।: [1142, 1054, 1509, 1165]
general-notice-text: ☛ ਅਸਲੀ ਨਾਮ Harwinder Singh ਦਾ ਸਹੀ ਨਾਮ ਦਰਜ ਕਰਵਾਉਣਾ ਹੈ। ☛ ਮੈਂ ਆਪਣਾ ਨਾਮ Jit Singh ਤੋਂ ਬਦਲ ਕੇ Jeet Singh ਰੱਖ ਲਿਆ ਹੈ। ☛ ਮੈਂ ਰਣਜੋਧ ਸਿੰਘ (Ranjodh Singh) ਘੋਸ਼ਣਾ ਕਰਦਾ ਹਾਂ ਕਿ ਮੇਰਾ ਸਹੀ ਨਾਮ Ranjodh Singh ਹੈ। ☛ ਮੇਰੇ ਪਤੀ ਸੁਰਿੰਦਰ ਕੁਮਾਰ (ਉਮਰ 73 ਸਾਲ) ਪੁੱਤਰ ਰਾਮ ਪ੍ਰਕਾਸ਼ ਦਿਮਾਗੀ ਤੌਰ ਤੇ ਠੀਕ ਨਹੀਂ ਹੈ, ਜਿਸਦਾ ਇਲਾਜ ਚੱਲ ਰਿਹਾ ਹੈ। ਜੇਕਰ ਕੋਈ ਵੀ ਮੇਰੇ ਪਤੀ ਸੁਰਿੰਦਰ ਕੁਮਾਰ ਨਾਲ ਕਿਸੇ ਵੀ ਤਰ੍ਹਾਂ ਦਾ ਲੈਣ ਦੇਣ ਕਰਦਾ ਹੈ ਜਾਂ ਕੋਈ ਲਿਖਤ ਵਗੈਰਾ ਕਰਦਾ ਹੈ ਤਾਂ ਉਹ ਸਿੱਧੇ ਤੌਰ ਤੇ ਖੁਦ ਜ਼ਿੰਮੇਵਾਰ ਹੋਵੇਗਾ।: [6, 1700, 370, 1777]
second-body-continued: [957, 645, 1132, 954]
right-box-headline: 6 ਅਗਸਤ ਨੂੰ ਮਨੀਪੁਰ ਹਿੰਸਾ ਦੇ ਖਿਲਾਫ ਚੰਡੀਗੜ੍ਹ ਵਿਖੇ ਰਾਜਪਾਲ ਨੂੰ ਦਿੱਤਾ ਜਾਵੇਗਾ ਮੰਗ ਪੱਤਰ -ਕਿਸਾਨ ਆਗੂ ਬੀਬੀ ਗੁਰਮੇਲ ਕੌਰ: [1158, 102, 1489, 137]
headline-paperless: ਪੇਪਰਲੈੱਸ ਹੋਵੇਗਾ ਪੰਜਾਬ...: [1228, 1023, 1424, 1047]
second-photo: [701, 645, 952, 814]
headline-khalsa-panth: ਖਾਲਸਾ ਪੰਥ ਲਈ ਹਿੰਦੂ ...: [837, 1565, 1048, 1591]
headline-pakistan-national: ਪਾਕਿਸਤਾਨ ਨੇ ਕੀਤਾ ਨੈਸ਼ਨਲ ...: [812, 2108, 1073, 2134]
date: ਸ਼ਨਿੱਚਰਵਾਰ, 5 ਅਗਸਤ 2023: [1032, 33, 1235, 52]
right-box-body: ਸੰਗਰੂਰ, 4 ਅਗਸਤ - ਜਸਵੀਰ ਸਿੰਘ ਭਾਰਤੀ ਕਿਸਾਨ ਯੂਨੀਅਨ ਏਕਤਾ ਉਗਰਾਹਾਂ ਬਲਾਕ ਅਮਰਗੜ੍ਹ ਦੇ ਵੱਖ ਵੱਖ ਪਿੰਡਾਂ ਵਿੱਚ 6 ਅਗਸਤ ਨੂੰ ਮਨੀਪੁਰ ਹਿੰਸਾ ਦੇ ਖਿਲਾਫ ਚੰਡੀਗੜ੍ਹ ਵਿੱਚ ਮਾਵਾਂ ਭੈਣਾਂ ਵਲੋਂ ਕੀਤੀ ਜਾਣ ਵਾਲੀ ਰੈਲੀ ਦੇ ਸਬੰਧ ਵਿੱਚ ਅੱਜ ਪਿੰਡਾਂ ਦੀਆਂ ਮੀਟਿੰਗਾਂ ਕਰਵਾਈਆਂ ਗਈਆਂ। ਇਸ ਮੌਕੇ ਕਿਸਾਨ ਆਗੂ ਬੀਬੀ ਗੁਰਮੇਲ ਕੌਰ ਨੇ ਗੱਲਬਾਤ ਕਰਦਿਆਂ ਕਿਹਾ ਕਿ ਇਲਾਕੇ ਦੇ ਪਿੰਡਾਂ ਝਨੇਰ, ਧਲੇਰ, ਚੁਹਾਣੇ, ਕਾਸਾਪੁਰ, ਦੁਲਮਾਂ ਆਦਿ ਵਿੱਚ ਕਿਸਾਨ ਬੀਬੀਆਂ, ਭੈਣਾਂ ਨਾਲ ਮੀਟਿੰਗ ਕਰਕੇ ਮਣੀਪੁਰ ਵਿਖੇ ਹੋਈ ਸਮਰਨਾਕ ਘਟਨਾ ਬਾਰੇ ਜਾਗਰੂਕ ਕੀਤਾ ਗਿਆ। ਮਨੀਪੁਰ ਘਟਨਾ ਦੇ ਸਬੰਧ ਵਿੱਚ ਮਾਣਯੋਗ ਰਾਜਪਾਲ ਸ੍ਰੀ ਬਨਵਾਰੀ ਲਾਲ ਪੁਰੋਹਿਤ ਨੂੰ ਮੰਗ ਪੱਤਰ ਸੌਂਪਿਆ ਜਾਵੇਗਾ। ਅਤੇ ਇਕਾਈ ਝਨੇਰ ਦੀਆਂ ਬੀਬੀਆਂ, ਕਿਸਾਨ ਹਾਜ਼ਰ ਸਨ।: [1144, 378, 1503, 489]
middle-right-articles: [752, 968, 1132, 2364]
section-header-general-notice: ਆਮ ਸੂਚਨਾ: [0, 1666, 377, 1693]
masthead-rule: [378, 87, 1512, 91]
right-rule: [1138, 919, 1512, 923]
headline-aap-mla: ਆਪ ਵਿਧਾਇਕਾਂ ਦਾ ਸਨਮਾਨ...: [1208, 1217, 1443, 1241]
article-meenakshi: ਵਿਰੋਧੀ ਧਿਰ ਦੇ ਇੱਕ ਮੈਂਬਰ ਦੇ ਜਵਾਬ ਵਿੱਚ ਕਿਹਾ ਕਿ ਇੱਕ ਮਿੰਟ, ਇੱਕ ਮਿੰਟ। ਸ਼ਾਂਤ ਰਹੋ, ਈਡੀ ਤੁਹਾਡੇ ਘਰ ਨਾ ਆ ਜਾਵੇ। ਤੁਸੀਂ ਬਹੁਤ ਜ਼ਿਆਦਾ ਰੌਲਾ ਪਾ ਰਹੇ ਹੋ। ਲੇਖੀ ਦੇ ਇਸ ਬਿਆਨ ਤੋਂ ਬਾਅਦ ਵਿਰੋਧੀ ਧਿਰ ਨੇ ਕਾਫੀ ਨਾਰਾਜ਼ਗੀ ਜਤਾਈ ਹੈ।: [384, 1949, 742, 1989]
article-khalsa-panth: ਸਿੱਖ ਨੌਜਵਾਨ ਆਪਣੇ ਹੱਕਾਂ ਲਈ ਸੰਘਰਸ਼ ਕਰਨ ਲਈ ਪੂਰੀ ਤਰ੍ਹਾਂ ਜਾਗ੍ਰਿਤ ਹਨ। ਕਮੇਟੀ ਵਿਚ ਸ਼ਾਮਿਲ ਕਨਵੀਨਰ ਭਾਈ ਪਾਲ ਸਿੰਘ ਫਰਾਂਸ, ਸੀਨੀਅਰ ਐਡਵੋਕੇਟ ਅਮਰ ਸਿੰਘ ਚਾਹਲ, ਲੀਗਲ ਅਡਵਾਈਜ਼ਰ ਐਡਵੋਕੇਟ ਦਿਲਸ਼ੇਰ ਸਿੰਘ, ਸੀਨੀਅਰ ਆਗੂ, ਇੰਦਰਬੀਰ ਸਿੰਘ ਪਟਿਆਲਾ, ਭਾਈ ਬਲਵੀਰ ਸਿੰਘ ਹਿਸਾਰ, ਭਾਈ ਜਸਵਿੰਦਰ ਸਿੰਘ ਰਾਜਪੁਰਾ, ਸਰਦਾਰ ਗੁਰਜੰਟ ਸਿੰਘ ਪਟਿਆਲਾ, ਮਾਸਟਰ ਦਵਿੰਦਰ ਸਿੰਘ ਖਰੜ, ਯੂਨਾਈਟਿਡ ਅਕਾਲੀ ਦਲ ਦੇ ਚੇਅਰਮੈਨ ਗੁਰਦੀਪ ਸਿੰਘ ਬਠਿੰਡਾ ਸਰਪ੍ਰਸਤ ਗੁਰਨਾਮ ਸਿੰਘ ਸਿੱਧੂ ਹਾਜ਼ਰ ਸਨ।: [752, 1599, 1132, 1668]
logo: ਪਹਿਰੇਦਾਰ: [8, 17, 184, 74]
footer-imprint: [2, 2369, 1510, 2394]
section-header-motor-connection: ਮੋਟਰ ਕੁਨੈਕਸ਼ਨ: [0, 95, 377, 121]
article-pehla-apneyan: ਸਿੱਖੀ ਦੀ ਅਸਲ ਸ਼ਾਨ ਅਤੇ ਪਛਾਣ ਇਸ ਗੱਲ ਵਿੱਚ ਹੈ ਕਿ ਅਸੀਂ ਪਹਿਲਾਂ ਆਪਣਿਆਂ ਦੀ ਸਾਰ ਲਈਏ।: [1142, 2290, 1490, 2301]
notice-box-motor-connection: ☛ ਟਿਊਬਵੈਲ ਕੁਨੈਕਸ਼ਨ ਜੋ ਕਿ ਸ੍ਰੀ ਕੁਲਵੰਤ ਸਿੰਘ ਪੁੱਤਰ ਸ੍ਰੀ ਅੰਗਰੇਜ਼ ਸਿੰਘ ਵਾਸੀ ਪਿੰਡ ਮਹਿਤਾ (ਅੰਮ੍ਰਿਤਸਰ) ਜਿਸਦਾ ਖਾਤਾ ਨੰਬਰ ਏ.ਪੀ 25/0715 ਐਸ ਹੈ ਜੋ ਪੰਜਾਬ ਰਾਜ ਪਾਵਰਕਾਰਪੋਰੇਸ਼ਨ ਲਿਮਿਟਿਡ ਮਹਿਤਾ ਚੌਕ ਅਧੀਨ ਚੱਲ ਰਿਹਾ ਹੈ। ਇਸ ਕੁਨੈਕਸ਼ਨ ਨੂੰ ਸ੍ਰੀ ਸੰਦੀਪ ਸਿੰਘ ਪੁੱਤਰ ਸ. ਕਰਤਾਰ ਸਿੰਘ ਵਾਸੀ ਪਿੰਡ ਮਹਿਤਾ ਦੇ ਨਾਮ ਤੇ ਤਬਦੀਲ ਕਰਨ ਲਈ ਦਰਖਾਸਤ ਆਈ ਹੈ। ਜੇ ਇਸ ਸਬੰਧੀ ਕਿਸੇ ਨੂੰ ਕੋਈ ਇਤਰਾਜ਼ ਹੋਵੇ ਤਾਂ 08 ਦਿਨਾਂ ਦੇ ਅੰਦਰ-ਅੰਦਰ ਇਸ ਦਫਤਰ ਨੂੰ ਸੂਚਿਤ ਕਰੋ। ☛ ਟਿਊਬਵੈਲ ਕੁਨੈਕਸ਼ਨ ਜੋ ਕਿ ਸ੍ਰੀ ਜੀਤ ਸਿੰਘ ਪੁੱਤਰ ਸ੍ਰੀ ਜੀਵਨ ਸਿੰਘ ਵਾਸੀ ਧਰਦਿਓ (ਅੰਮ੍ਰਿਤਸਰ) ਜਿਸਦਾ ਖਾਤਾ ਨੰਬਰ ਡੀ-962 ਹੈ ਜੋ ਪੰਜਾਬ ਰਾਜ ਪਾਵਰਕਾਰਪੋਰੇਸ਼ਨ ਲਿਮਿਟਿਡ ਮਹਿਤਾ ਚੌਕ ਅਧੀਨ ਚੱਲ ਰਿਹਾ ਹੈ। ਜੇ ਇਸ ਸਬੰਧੀ ਕਿਸੇ ਨੂੰ ਕੋਈ ਇਤਰਾਜ਼ ਹੋਵੇ ਤਾਂ 08 ਦਿਨਾਂ ਦੇ ਅੰਦਰ-ਅੰਦਰ ਇਸ ਦਫਤਰ ਨੂੰ ਸੂਚਿਤ ਕਰੋ। ☛ ਮੋਟਰ ਕੁਨੈਕਸ਼ਨ ਖਾਤਾ ਨੰ: ਏ.ਪੀ.25/545 ਚਾਲੂ ਹੈ। ਜੇਕਰ ਕਿਸੇ ਨੂੰ ਕੋਈ ਇਤਰਾਜ਼ ਹੋਵੇ ਤਾਂ 7 ਦਿਨਾਂ ਦੇ ਅੰਦਰ-ਅੰਦਰ ਸਹਾਇਕ ਕਾਰਜਕਾਰੀ ਇੰਜੀਨੀਅਰ ਉਪ ਮੰਡਲ ਅਫਸਰ ਭਗਤਾ ਭਾਈਕਾ ਨਾਲ ਸੰਪਰਕ ਕਰੋ।: [0, 121, 377, 733]
article-tytler: ਹੀ ਇਕ ਗੁਰਦੁਆਰੇ ਨੂੰ ਅੱਗ ਲਗਾ ਦਿੱਤੀ ਗਈ ਸੀ। ਇਸ ਮਾਮਲੇ ਵਿੱਚ ਜਗਦੀਸ਼ ਟਾਈਟਲਰ ਉੱਤੇ ਭੀੜ ਨੂੰ ਭੜਕਾਉਣ ਦਾ ਦੋਸ਼ ਹੈ। ਜਸਵਿੰਦਰ ਸਿੰਘ ਜੌਲੀ ਅਤੇ ਹਰਪ੍ਰੀਤ ਸਿੰਘ ਹੋਰਾਂ ਸਨ ਨੇ ਬਹੁਤ ਮਿਹਨਤ ਕਰਕੇ ਇਸ ਮਾਮਲੇ ਨੂੰ ਮੁੜ ਖੁਲਵਾਇਆ ਸੀ ਤੇ ਟਾਈਟਲਰ ਦੇ ਜੇਲ੍ਹ ਅੰਦਰ ਜਾਣ ਦਾ ਰਾਹ ਪੱਧਰਾ ਕੀਤਾ ਸੀ ਪਰ ਦਿੱਲੀ ਕਮੇਟੀ ਦੇ ਮੌਜੂਦਾ ਪ੍ਰਬੰਧਕਾਂ ਦੀ ਗੰਦੀ ਰਾਜਨੀਤੀ ਦੋਸ਼ੀਆਂ ਦੇ ਹੌਂਸਲੇ ਵਧਾ ਰਹੀ ਹੈ ਜਿਸ ਕਰਕੇ ਪੰਥ ਅਤੇ ਕਤਲੇਆਮ ਦੇ ਪੀੜੀਤਾਂ ਨੂੰ ਇਨਸਾਫ਼ ਨਾ ਮਿਲਣ ਕਰਕੇ ਨਮੋਸ਼ੀਆਂ ਸਹਿਣ ਕਰਨੀਆਂ ਪੈ ਰਹੀਆਂ ਹਨ।: [384, 1052, 742, 1121]
headline-jaikare: ਜੈਕਾਰਿਆਂ ਦੀ ਗੂੰਜ ਵਿਚ: [461, 1430, 665, 1457]
article-pakistan-national: 'ਤੇ ਚਰਚਾ ਕੀਤੀ। ਸ਼ਾਹਬਾਜ਼ ਨੇ ਕਿਹਾ ਹੈ ਕਿ ਉਹ ਵਿਰੋਧੀ ਧਿਰ ਨਾਲ ਵਿਚਾਰ ਵਟਾਂਦਰਾ ਕਰਨਗੇ ਅਤੇ ਨਿਗਰਾਨ ਪ੍ਰਧਾਨ ਮੰਤਰੀ ਦੇ ਨਾਂ 'ਤੇ ਸਹਿਮਤੀ ਬਣਾਈ ਜਾਵੇਗੀ। ਪਾਕਿਸਤਾਨ 'ਚ ਡਿਜੀਟਲ ਜਨਗਣਨਾ ਦੇ ਆਧਾਰ 'ਤੇ ਚੋਣਾਂ ਕਰਵਾਈਆਂ ਜਾਣਗੀਆਂ।: [752, 2141, 1132, 2182]
headline-majithia: ਮਜੀਠੀਆ ਨੇ ਚੰਨੀ 'ਤੇ ਪੁਲਿਸ...: [1206, 1356, 1446, 1379]
